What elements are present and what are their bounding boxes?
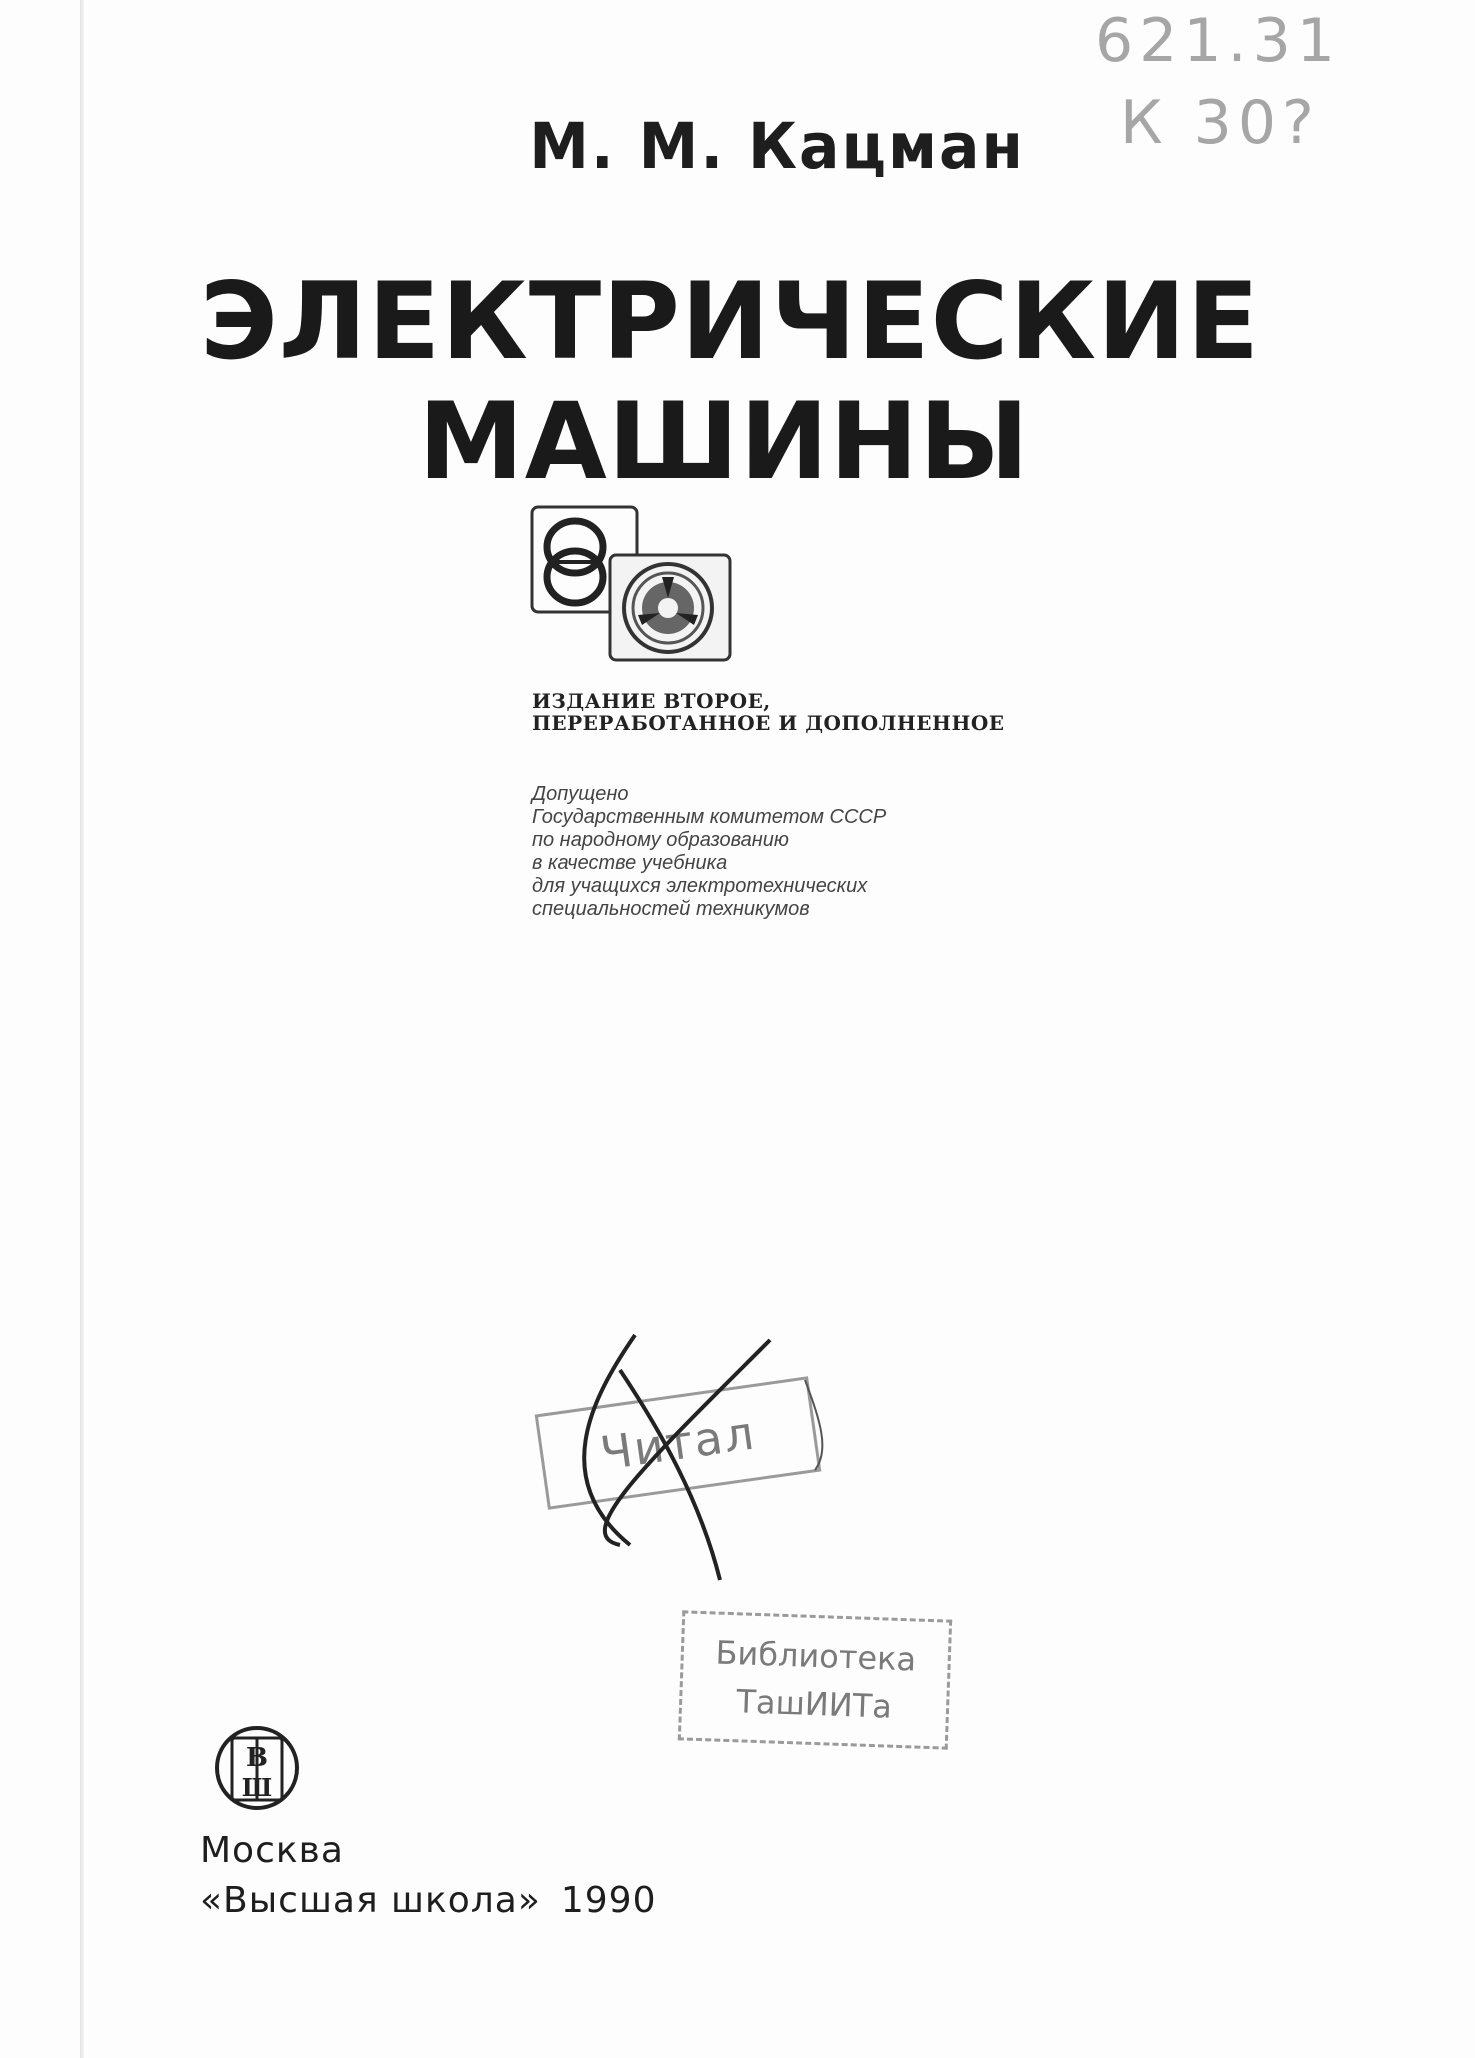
imprint-city: Москва bbox=[200, 1830, 344, 1871]
approval-statement bbox=[532, 783, 1052, 921]
book-title bbox=[200, 260, 1261, 503]
imprint-publisher-line bbox=[200, 1876, 656, 1926]
approval-line: специальностей техникумов bbox=[532, 898, 810, 920]
library-stamp-line-1: Библиотека bbox=[714, 1633, 917, 1679]
electric-machine-emblem-icon bbox=[530, 505, 735, 665]
approval-line: Государственным комитетом СССР bbox=[532, 806, 887, 828]
approval-line: в качестве учебника bbox=[532, 852, 728, 874]
vsh-logo-icon bbox=[212, 1720, 302, 1815]
book-title-line-1: ЭЛЕКТРИЧЕСКИЕ bbox=[200, 260, 1261, 383]
imprint bbox=[200, 1826, 656, 1926]
imprint-publisher: «Высшая школа» bbox=[200, 1880, 541, 1921]
approval-line: для учащихся электротехнических bbox=[532, 875, 868, 897]
publisher-logo-letter-bottom: Ш bbox=[241, 1773, 273, 1802]
call-number-line-1: 621.31 bbox=[1095, 6, 1341, 76]
edition-line-2: ПЕРЕРАБОТАННОЕ И ДОПОЛНЕННОЕ bbox=[532, 711, 1005, 735]
call-number-line-2: К 30? bbox=[1120, 88, 1320, 158]
page-edge-shadow bbox=[80, 0, 84, 2058]
library-stamp-line-2: ТашИИТа bbox=[735, 1682, 893, 1726]
library-stamp bbox=[678, 1610, 952, 1749]
read-stamp: Читал bbox=[535, 1376, 822, 1509]
edition-statement bbox=[532, 690, 1005, 734]
publisher-logo-letter-top: В bbox=[246, 1743, 268, 1773]
book-title-line-2: МАШИНЫ bbox=[418, 380, 1030, 503]
approval-line: Допущено bbox=[532, 783, 629, 805]
imprint-year: 1990 bbox=[560, 1880, 657, 1921]
author-name: М. М. Кацман bbox=[529, 110, 1025, 184]
handwritten-cross-mark-icon bbox=[530, 1330, 850, 1590]
approval-line: по народному образованию bbox=[532, 829, 789, 851]
edition-line-1: ИЗДАНИЕ ВТОРОЕ, bbox=[532, 689, 771, 713]
library-call-number bbox=[1095, 0, 1341, 164]
